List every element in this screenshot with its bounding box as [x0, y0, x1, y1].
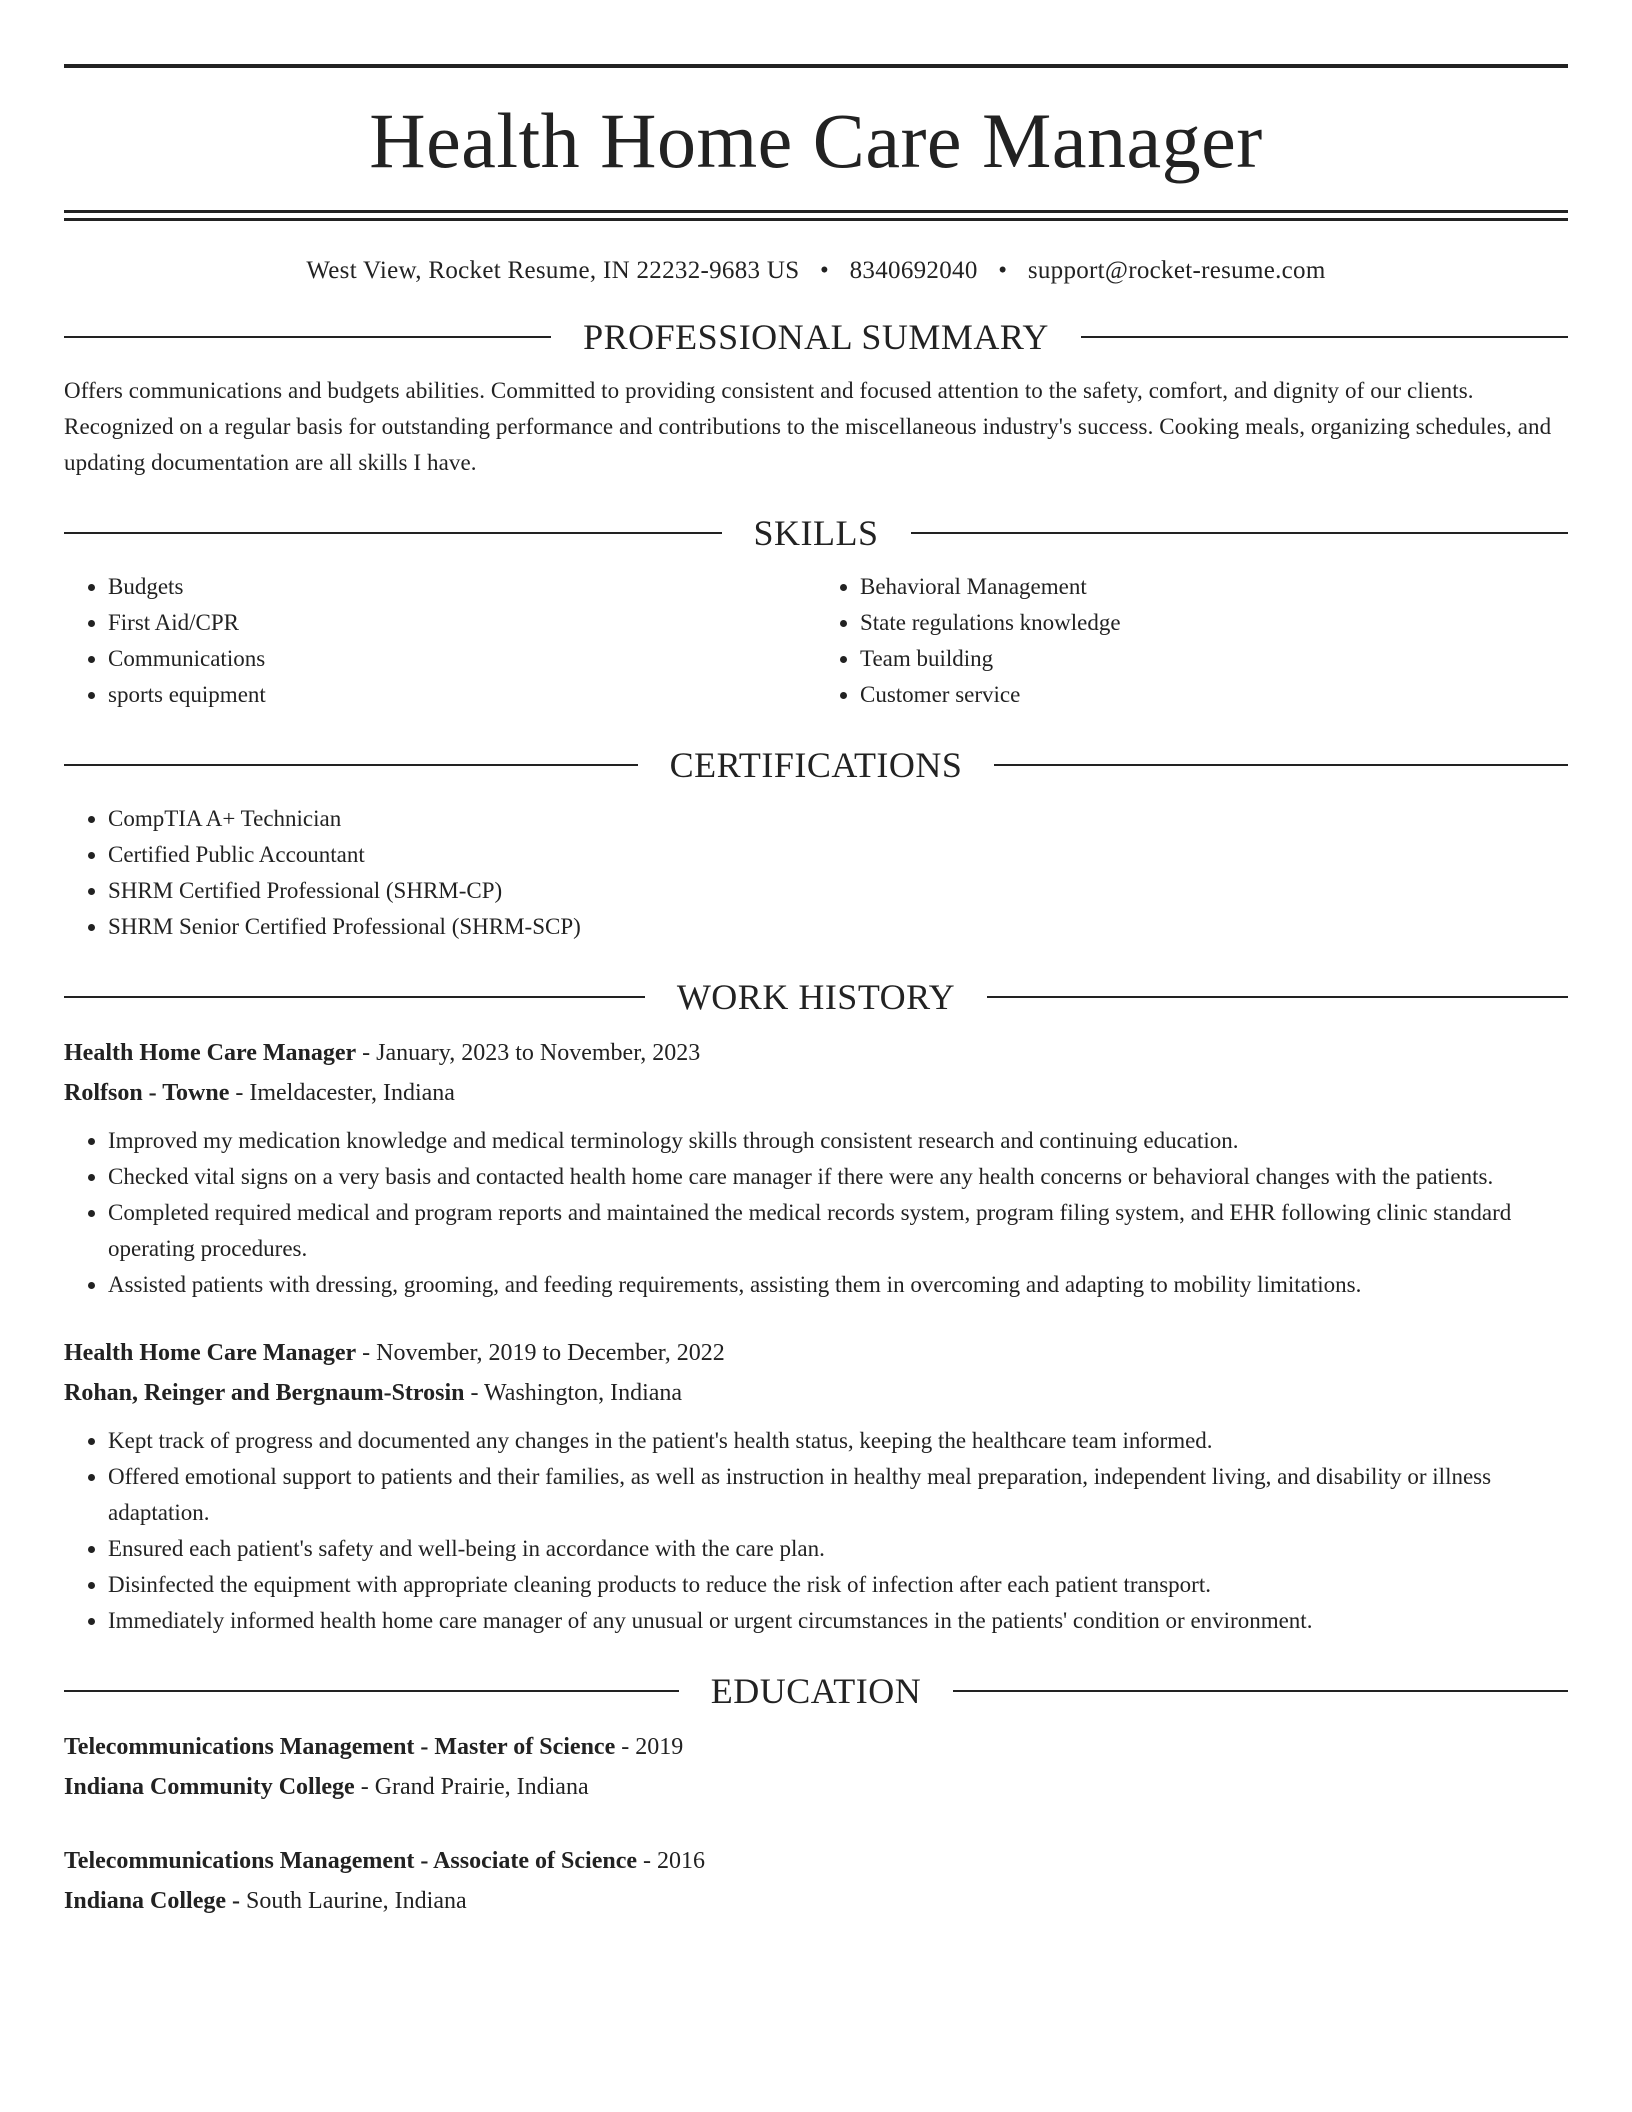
job-dates: - January, 2023 to November, 2023	[356, 1040, 701, 1066]
job-bullet: • Ensured each patient's safety and well-being in accordance with the care plan.	[108, 1531, 1568, 1567]
heading-rule-right	[987, 996, 1568, 998]
education-year: - 2016	[637, 1848, 706, 1874]
contact-separator: •	[820, 257, 830, 284]
skill-item: • Budgets	[108, 569, 816, 605]
job-entry	[64, 1333, 1568, 1639]
job-bullet: • Offered emotional support to patients and their families, as well as instruction in healthy meal preparation, independent living, and disability or illness adaptation.	[108, 1459, 1568, 1531]
education-degree-line	[64, 1727, 1568, 1767]
certifications-heading: CERTIFICATIONS	[669, 745, 963, 785]
education-school-line	[64, 1881, 1568, 1921]
skill-item: • Customer service	[860, 677, 1568, 713]
top-rule	[64, 64, 1568, 68]
education-year: - 2019	[615, 1734, 684, 1760]
job-bullet: • Kept track of progress and documented any changes in the patient's health status, keeping the healthcare team informed.	[108, 1423, 1568, 1459]
resume-page	[64, 64, 1568, 1921]
education-entry	[64, 1727, 1568, 1807]
job-bullet: • Assisted patients with dressing, grooming, and feeding requirements, assisting them in overcoming and adapting to mobility limitations.	[108, 1267, 1568, 1303]
certification-item: • SHRM Certified Professional (SHRM-CP)	[108, 873, 1568, 909]
skills-column-right	[816, 569, 1568, 713]
certification-item: • CompTIA A+ Technician	[108, 801, 1568, 837]
skills-heading-row	[64, 515, 1568, 551]
work-heading-row	[64, 979, 1568, 1015]
contact-separator: •	[998, 257, 1008, 284]
heading-rule-left	[64, 996, 645, 998]
heading-rule-left	[64, 336, 551, 338]
certification-item: • SHRM Senior Certified Professional (SHRM-SCP)	[108, 909, 1568, 945]
job-bullet: • Completed required medical and program reports and maintained the medical records system, program filing system, and EHR following clinic standard operating procedures.	[108, 1195, 1568, 1267]
summary-heading-row	[64, 319, 1568, 355]
job-bullets	[64, 1423, 1568, 1639]
job-location: - Imeldacester, Indiana	[229, 1080, 455, 1106]
job-title: Health Home Care Manager	[64, 1340, 357, 1366]
skills-column-left	[64, 569, 816, 713]
education-school: Indiana Community College	[64, 1774, 355, 1800]
education-degree: Telecommunications Management - Associate of Science	[64, 1848, 638, 1874]
skill-item: • State regulations knowledge	[860, 605, 1568, 641]
job-company: Rolfson - Towne	[64, 1080, 230, 1106]
heading-rule-right	[953, 1690, 1568, 1692]
education-school: Indiana College -	[64, 1888, 241, 1914]
job-company: Rohan, Reinger and Bergnaum-Strosin	[64, 1380, 465, 1406]
skills-list	[64, 569, 1568, 713]
education-degree-line	[64, 1841, 1568, 1881]
skill-item: • Behavioral Management	[860, 569, 1568, 605]
job-dates: - November, 2019 to December, 2022	[356, 1340, 725, 1366]
job-title: Health Home Care Manager	[64, 1040, 357, 1066]
job-company-line	[64, 1073, 1568, 1113]
job-bullet: • Disinfected the equipment with appropriate cleaning products to reduce the risk of infection after each patient transport.	[108, 1567, 1568, 1603]
education-heading-row	[64, 1673, 1568, 1709]
work-heading: WORK HISTORY	[676, 977, 956, 1017]
contact-address: West View, Rocket Resume, IN 22232-9683 US	[306, 257, 800, 284]
skills-heading: SKILLS	[753, 513, 879, 553]
heading-rule-left	[64, 764, 638, 766]
certifications-list	[64, 801, 1568, 945]
skill-item: • Communications	[108, 641, 816, 677]
heading-rule-left	[64, 1690, 679, 1692]
heading-rule-right	[911, 532, 1569, 534]
education-location: South Laurine, Indiana	[240, 1888, 467, 1914]
education-entry	[64, 1841, 1568, 1921]
job-location: - Washington, Indiana	[464, 1380, 683, 1406]
contact-email: support@rocket-resume.com	[1027, 257, 1326, 284]
summary-text: Offers communications and budgets abilities. Committed to providing consistent and focused attention to the safety, comfort, and dignity of our clients. Recognized on a regular basis for outstanding performance and contributions to the miscellaneous industry's success. Cooking meals, organizing schedules, and updating documentation are all skills I have.	[64, 378, 1552, 475]
education-heading: EDUCATION	[710, 1671, 922, 1711]
resume-name: Health Home Care Manager	[369, 97, 1263, 184]
double-rule	[64, 210, 1568, 221]
contact-line	[64, 257, 1568, 285]
job-company-line	[64, 1373, 1568, 1413]
job-title-line	[64, 1333, 1568, 1373]
summary-heading: PROFESSIONAL SUMMARY	[583, 317, 1049, 357]
job-title-line	[64, 1033, 1568, 1073]
job-entry	[64, 1033, 1568, 1303]
heading-rule-right	[994, 764, 1568, 766]
education-degree: Telecommunications Management - Master of Science	[64, 1734, 616, 1760]
skill-item: • sports equipment	[108, 677, 816, 713]
job-bullet: • Checked vital signs on a very basis and contacted health home care manager if there were any health concerns or behavioral changes with the patients.	[108, 1159, 1568, 1195]
education-location: - Grand Prairie, Indiana	[354, 1774, 589, 1800]
skill-item: • First Aid/CPR	[108, 605, 816, 641]
certifications-heading-row	[64, 747, 1568, 783]
heading-rule-left	[64, 532, 722, 534]
skill-item: • Team building	[860, 641, 1568, 677]
education-school-line	[64, 1767, 1568, 1807]
job-bullets	[64, 1123, 1568, 1303]
job-bullet: • Improved my medication knowledge and medical terminology skills through consistent research and continuing education.	[108, 1123, 1568, 1159]
certification-item: • Certified Public Accountant	[108, 837, 1568, 873]
heading-rule-right	[1081, 336, 1568, 338]
job-bullet: • Immediately informed health home care manager of any unusual or urgent circumstances in the patients' condition or environment.	[108, 1603, 1568, 1639]
contact-phone: 8340692040	[849, 257, 978, 284]
